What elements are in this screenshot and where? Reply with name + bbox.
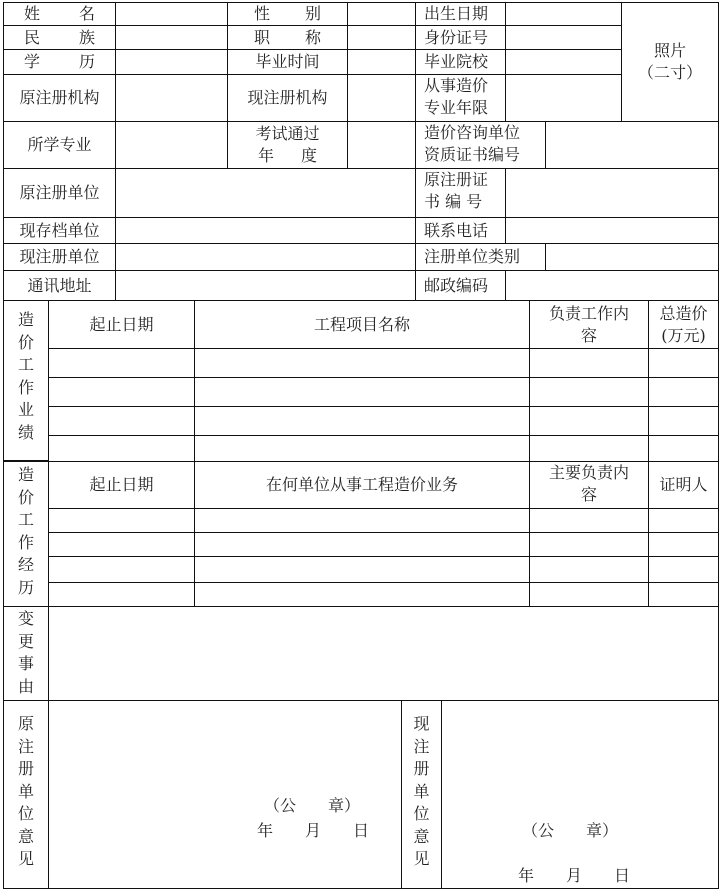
perf-row-2-total[interactable] bbox=[648, 377, 719, 407]
address-label: 通讯地址 bbox=[3, 270, 116, 301]
address-field[interactable] bbox=[115, 270, 416, 301]
gender-label bbox=[227, 2, 348, 26]
exp-row-2-responsibility[interactable] bbox=[529, 532, 649, 557]
orig-seal-text: （公 章） bbox=[264, 796, 361, 815]
side-char: 位 bbox=[17, 804, 34, 823]
side-char: 注 bbox=[17, 736, 34, 756]
exp-header-responsibility bbox=[529, 461, 649, 509]
orig-cert-label-line: 原注册证 bbox=[424, 170, 489, 189]
side-char: 经 bbox=[17, 555, 34, 574]
orig-cert-number-field[interactable] bbox=[505, 168, 719, 218]
curr-unit-opinion-side-label bbox=[401, 700, 442, 889]
perf-row-3-total[interactable] bbox=[648, 406, 719, 436]
id-number-field[interactable] bbox=[505, 25, 622, 50]
perf-row-4-dates[interactable] bbox=[48, 435, 195, 462]
label-char: 姓 bbox=[24, 4, 41, 23]
side-char: 作 bbox=[17, 532, 34, 552]
curr-reg-unit-label: 现注册单位 bbox=[3, 243, 116, 271]
years-label-line: 从事造价 bbox=[424, 76, 489, 95]
side-char: 历 bbox=[17, 577, 34, 597]
orig-date-text: 年 月 日 bbox=[257, 821, 370, 840]
ethnicity-label bbox=[3, 25, 116, 50]
exp-row-1-employer[interactable] bbox=[194, 508, 530, 533]
exp-row-4-witness[interactable] bbox=[648, 582, 719, 607]
grad-time-field[interactable] bbox=[347, 49, 416, 75]
change-reason-field[interactable] bbox=[48, 606, 719, 701]
label-char: 学 bbox=[24, 52, 41, 71]
curr-date-text: 年 月 日 bbox=[518, 866, 631, 885]
phone-field[interactable] bbox=[505, 217, 719, 244]
side-char: 变 bbox=[17, 609, 34, 628]
curr-reg-unit-field[interactable] bbox=[115, 243, 416, 271]
perf-row-3-dates[interactable] bbox=[48, 406, 195, 436]
performance-side-label bbox=[3, 300, 49, 461]
side-char: 见 bbox=[413, 849, 430, 868]
cert-number-field[interactable] bbox=[545, 121, 719, 169]
exam-year-field[interactable] bbox=[347, 121, 416, 169]
side-char: 位 bbox=[413, 804, 430, 823]
orig-cert-number-label bbox=[415, 168, 506, 218]
label-char: 性 bbox=[254, 4, 271, 23]
header-line: 容 bbox=[580, 326, 597, 345]
side-char: 工 bbox=[17, 355, 34, 374]
orig-reg-unit-label: 原注册单位 bbox=[3, 168, 116, 218]
label-char: 年 bbox=[258, 146, 275, 165]
side-char: 单 bbox=[413, 781, 430, 801]
education-label bbox=[3, 49, 116, 75]
birth-date-label: 出生日期 bbox=[415, 2, 506, 26]
side-char: 绩 bbox=[17, 422, 34, 442]
side-char: 业 bbox=[17, 400, 34, 419]
exp-row-4-responsibility[interactable] bbox=[529, 582, 649, 607]
id-number-label: 身份证号 bbox=[415, 25, 506, 50]
side-char: 价 bbox=[17, 487, 34, 507]
curr-seal-text: （公 章） bbox=[522, 821, 619, 840]
cert-number-label bbox=[415, 121, 546, 169]
perf-header-responsibility bbox=[529, 300, 649, 349]
side-char: 价 bbox=[17, 332, 34, 352]
side-char: 意 bbox=[17, 826, 34, 846]
photo-box[interactable] bbox=[621, 2, 719, 122]
perf-row-2-project[interactable] bbox=[194, 377, 530, 407]
exp-header-witness: 证明人 bbox=[648, 461, 719, 509]
side-char: 意 bbox=[413, 826, 430, 846]
archive-unit-label: 现存档单位 bbox=[3, 217, 116, 244]
photo-size-label: （二寸） bbox=[637, 63, 702, 82]
perf-header-project: 工程项目名称 bbox=[194, 300, 530, 349]
side-char: 原 bbox=[17, 714, 34, 733]
name-field[interactable] bbox=[115, 2, 228, 26]
perf-row-4-total[interactable] bbox=[648, 435, 719, 462]
header-line: 容 bbox=[580, 485, 597, 504]
side-char: 册 bbox=[413, 759, 430, 778]
label-char: 职 bbox=[254, 27, 271, 47]
years-field[interactable] bbox=[505, 74, 622, 122]
label-char: 称 bbox=[304, 27, 321, 47]
header-line: (万元) bbox=[661, 325, 706, 345]
years-label-line: 专业年限 bbox=[424, 98, 489, 117]
label-char: 族 bbox=[78, 27, 95, 47]
perf-row-1-dates[interactable] bbox=[48, 348, 195, 378]
perf-header-total bbox=[648, 300, 719, 349]
perf-row-3-project[interactable] bbox=[194, 406, 530, 436]
postcode-field[interactable] bbox=[505, 270, 719, 301]
label-char: 度 bbox=[300, 146, 317, 165]
label-char: 名 bbox=[78, 4, 95, 23]
header-line: 总造价 bbox=[659, 303, 708, 323]
side-char: 见 bbox=[17, 849, 34, 868]
header-line: 主要负责内 bbox=[548, 463, 629, 482]
curr-unit-opinion-field[interactable] bbox=[441, 700, 719, 889]
perf-row-1-responsibility[interactable] bbox=[529, 348, 649, 378]
side-char: 注 bbox=[413, 736, 430, 756]
exp-header-employer: 在何单位从事工程造价业务 bbox=[194, 461, 530, 509]
perf-row-2-dates[interactable] bbox=[48, 377, 195, 407]
school-field[interactable] bbox=[505, 49, 622, 75]
perf-row-1-project[interactable] bbox=[194, 348, 530, 378]
change-reason-side-label bbox=[3, 606, 49, 701]
exp-row-2-witness[interactable] bbox=[648, 532, 719, 557]
curr-reg-org-label: 现注册机构 bbox=[227, 74, 348, 122]
side-char: 造 bbox=[17, 310, 34, 329]
exp-row-2-employer[interactable] bbox=[194, 532, 530, 557]
side-char: 造 bbox=[17, 465, 34, 484]
side-char: 工 bbox=[17, 510, 34, 529]
perf-header-dates: 起止日期 bbox=[48, 300, 195, 349]
education-field[interactable] bbox=[115, 49, 228, 75]
name-label bbox=[3, 2, 116, 26]
orig-unit-opinion-field[interactable] bbox=[48, 700, 402, 889]
cert-label-line: 造价咨询单位 bbox=[424, 123, 521, 142]
exp-row-3-employer[interactable] bbox=[194, 556, 530, 583]
exp-row-2-dates[interactable] bbox=[48, 532, 195, 557]
side-char: 现 bbox=[413, 714, 430, 733]
reg-unit-type-field[interactable] bbox=[545, 243, 719, 271]
cert-label-line: 资质证书编号 bbox=[424, 145, 521, 164]
major-label: 所学专业 bbox=[3, 121, 116, 169]
label-char: 民 bbox=[24, 27, 41, 47]
exp-row-3-responsibility[interactable] bbox=[529, 556, 649, 583]
reg-unit-type-label: 注册单位类别 bbox=[415, 243, 546, 271]
photo-label: 照片 bbox=[653, 41, 686, 60]
orig-reg-org-field[interactable] bbox=[115, 74, 228, 122]
label-char: 历 bbox=[78, 52, 95, 71]
orig-reg-org-label: 原注册机构 bbox=[3, 74, 116, 122]
exp-row-1-witness[interactable] bbox=[648, 508, 719, 533]
orig-reg-unit-field[interactable] bbox=[115, 168, 416, 218]
side-char: 更 bbox=[17, 631, 34, 651]
header-line: 负责工作内 bbox=[548, 304, 629, 323]
exp-row-3-dates[interactable] bbox=[48, 556, 195, 583]
exp-header-dates: 起止日期 bbox=[48, 461, 195, 509]
ethnicity-field[interactable] bbox=[115, 25, 228, 50]
exp-row-1-responsibility[interactable] bbox=[529, 508, 649, 533]
birth-date-field[interactable] bbox=[505, 2, 622, 26]
exp-row-3-witness[interactable] bbox=[648, 556, 719, 583]
perf-row-3-responsibility[interactable] bbox=[529, 406, 649, 436]
perf-row-4-project[interactable] bbox=[194, 435, 530, 462]
side-char: 作 bbox=[17, 377, 34, 397]
side-char: 事 bbox=[17, 654, 34, 673]
label-char: 别 bbox=[304, 4, 321, 23]
phone-label: 联系电话 bbox=[415, 217, 506, 244]
grad-time-label: 毕业时间 bbox=[227, 49, 348, 75]
gender-field[interactable] bbox=[347, 2, 416, 26]
curr-reg-org-field[interactable] bbox=[347, 74, 416, 122]
major-field[interactable] bbox=[115, 121, 228, 169]
perf-row-2-responsibility[interactable] bbox=[529, 377, 649, 407]
side-char: 由 bbox=[17, 676, 34, 696]
years-label bbox=[415, 74, 506, 122]
exp-row-1-dates[interactable] bbox=[48, 508, 195, 533]
perf-row-1-total[interactable] bbox=[648, 348, 719, 378]
orig-unit-opinion-side-label bbox=[3, 700, 49, 889]
school-label: 毕业院校 bbox=[415, 49, 506, 75]
title-label bbox=[227, 25, 348, 50]
title-field[interactable] bbox=[347, 25, 416, 50]
side-char: 单 bbox=[17, 781, 34, 801]
perf-row-4-responsibility[interactable] bbox=[529, 435, 649, 462]
archive-unit-field[interactable] bbox=[115, 217, 416, 244]
exam-year-label bbox=[227, 121, 348, 169]
side-char: 册 bbox=[17, 759, 34, 778]
exam-label-line: 考试通过 bbox=[255, 124, 320, 143]
orig-cert-label-line: 书 编 号 bbox=[424, 192, 483, 211]
exp-row-4-dates[interactable] bbox=[48, 582, 195, 607]
experience-side-label bbox=[3, 461, 49, 607]
exp-row-4-employer[interactable] bbox=[194, 582, 530, 607]
postcode-label: 邮政编码 bbox=[415, 270, 506, 301]
